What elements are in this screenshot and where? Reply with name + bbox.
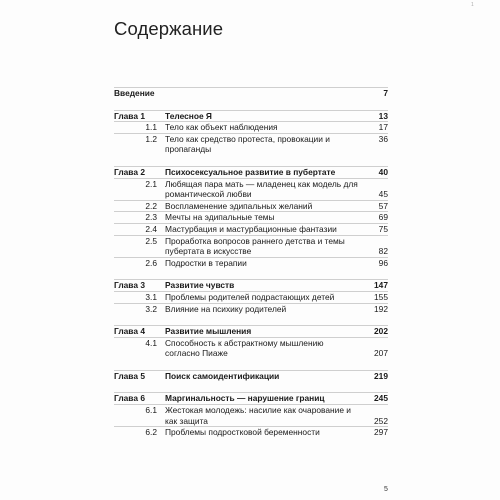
toc-chapter-number: Глава 6 — [114, 393, 145, 404]
toc-section-2-2[interactable] — [114, 200, 388, 212]
toc-section-title: Воспламенение эдипальных желаний — [165, 200, 313, 211]
toc-page-number: 192 — [374, 303, 388, 314]
toc-section-title: Подростки в терапии — [165, 257, 247, 268]
toc-chapter-number: Глава 4 — [114, 326, 145, 337]
toc-chapter-1[interactable] — [114, 110, 388, 122]
toc-page-number: 17 — [378, 122, 388, 133]
toc-section-title: Мечты на эдипальные темы — [165, 212, 275, 223]
toc-section-number: 3.1 — [145, 291, 157, 302]
toc-chapter-4[interactable] — [114, 325, 388, 337]
toc-page-number: 57 — [378, 200, 388, 211]
toc-page-number: 219 — [374, 370, 388, 381]
toc-section-number: 6.1 — [145, 405, 157, 416]
toc-page-number: 252 — [374, 415, 388, 426]
toc-section-1-1[interactable] — [114, 121, 388, 133]
toc-page-number: 155 — [374, 291, 388, 302]
toc-section-3-2[interactable] — [114, 303, 388, 315]
toc-chapter-6[interactable] — [114, 392, 388, 404]
toc-section-2-5[interactable] — [114, 235, 388, 257]
toc-chapter-title: Поиск самоидентификации — [165, 370, 280, 381]
page-title: Содержание — [114, 18, 224, 39]
toc-chapter-title: Развитие мышления — [165, 326, 252, 337]
toc-section-number: 2.1 — [145, 178, 157, 189]
table-of-contents — [114, 87, 388, 438]
toc-page-number: 36 — [378, 133, 388, 144]
toc-page-number: 69 — [378, 212, 388, 223]
toc-page-number: 45 — [378, 189, 388, 200]
toc-chapter-5[interactable] — [114, 370, 388, 382]
toc-page-number: 40 — [378, 166, 388, 177]
toc-chapter-number: Глава 5 — [114, 370, 145, 381]
toc-section-number: 3.2 — [145, 303, 157, 314]
page-folio: 5 — [384, 486, 388, 493]
toc-section-title: Влияние на психику родителей — [165, 303, 287, 314]
toc-section-number: 1.2 — [145, 133, 157, 144]
toc-section-number: 2.3 — [145, 212, 157, 223]
toc-chapter-number: Глава 2 — [114, 166, 145, 177]
toc-section-2-6[interactable] — [114, 257, 388, 269]
toc-page-number: 82 — [378, 246, 388, 257]
toc-chapter-title: Телесное Я — [165, 110, 212, 121]
toc-section-title: Любящая пара мать — младенец как модель для романтической любви — [165, 178, 358, 200]
toc-page-number: 96 — [378, 257, 388, 268]
toc-section-2-1[interactable] — [114, 178, 388, 200]
toc-chapter-3[interactable] — [114, 279, 388, 291]
toc-page-number: 7 — [383, 88, 388, 98]
toc-section-6-2[interactable] — [114, 426, 388, 438]
toc-page-number: 202 — [374, 326, 388, 337]
toc-page-number: 297 — [374, 427, 388, 438]
toc-section-number: 2.5 — [145, 235, 157, 246]
toc-section-2-4[interactable] — [114, 223, 388, 235]
corner-mark: 1 — [471, 2, 474, 8]
toc-section-title: Тело как объект наблюдения — [165, 122, 278, 133]
toc-section-number: 1.1 — [145, 122, 157, 133]
toc-section-number: 6.2 — [145, 427, 157, 438]
toc-page-number: 147 — [374, 280, 388, 291]
toc-page-number: 207 — [374, 348, 388, 359]
toc-section-1-2[interactable] — [114, 133, 388, 155]
toc-section-title: Мастурбация и мастурбационные фантазии — [165, 223, 337, 234]
toc-intro-label: Введение — [114, 88, 155, 98]
toc-page-number: 13 — [378, 110, 388, 121]
toc-section-6-1[interactable] — [114, 404, 388, 426]
toc-page-number: 75 — [378, 223, 388, 234]
toc-section-title: Тело как средство протеста, провокации и пропаганды — [165, 133, 330, 155]
toc-chapter-number: Глава 3 — [114, 280, 145, 291]
toc-section-number: 2.4 — [145, 223, 157, 234]
toc-section-3-1[interactable] — [114, 291, 388, 303]
toc-section-number: 4.1 — [145, 337, 157, 348]
toc-intro[interactable] — [114, 87, 388, 99]
toc-section-2-3[interactable] — [114, 211, 388, 223]
toc-section-4-1[interactable] — [114, 337, 388, 359]
toc-section-title: Жестокая молодежь: насилие как очарование и как защита — [165, 405, 351, 426]
toc-section-title: Проблемы подростковой беременности — [165, 427, 320, 438]
toc-section-number: 2.2 — [145, 200, 157, 211]
toc-chapter-number: Глава 1 — [114, 110, 145, 121]
toc-section-title: Проблемы родителей подрастающих детей — [165, 291, 335, 302]
toc-section-title: Проработка вопросов раннего детства и темы пубертата в искусстве — [165, 235, 345, 257]
toc-chapter-title: Маргинальность — нарушение границ — [165, 393, 325, 404]
toc-chapter-title: Развитие чувств — [165, 280, 235, 291]
toc-chapter-title: Психосексуальное развитие в пубертате — [165, 166, 336, 177]
toc-section-number: 2.6 — [145, 257, 157, 268]
toc-section-title: Способность к абстрактному мышлению согласно Пиаже — [165, 337, 324, 359]
toc-page-number: 245 — [374, 393, 388, 404]
toc-chapter-2[interactable] — [114, 166, 388, 178]
